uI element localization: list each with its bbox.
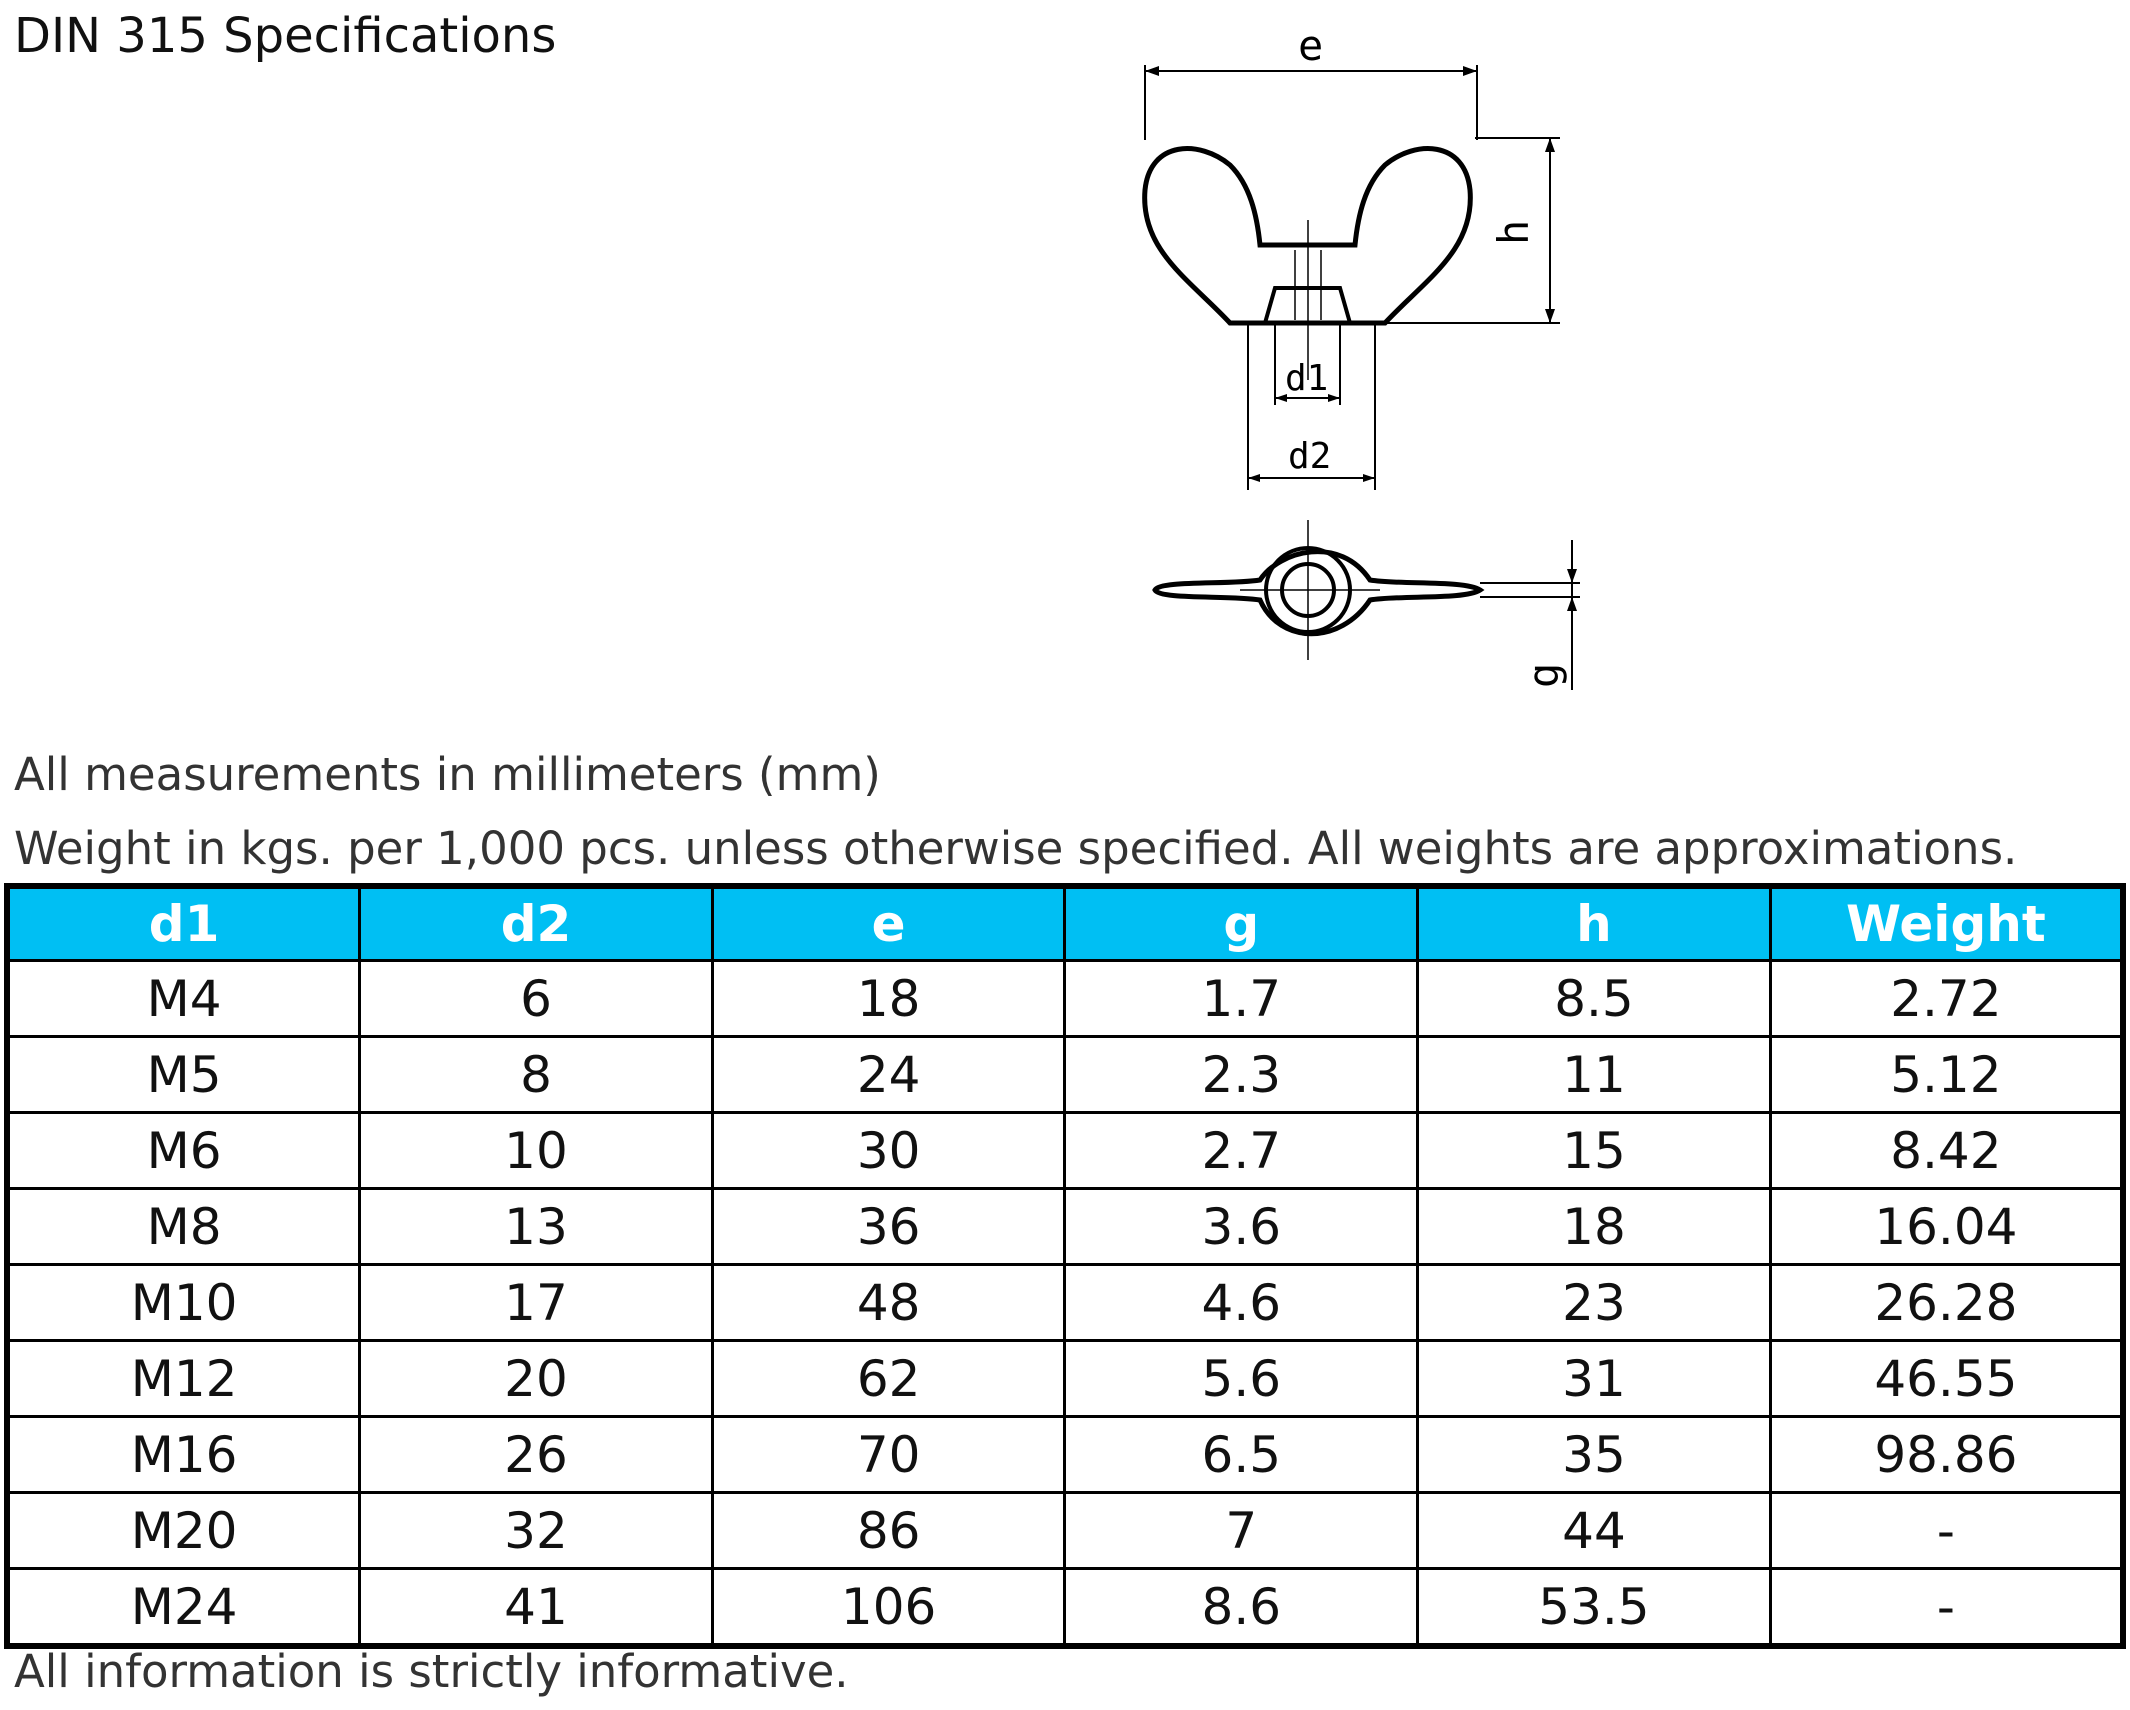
cell: - <box>1770 1493 2123 1569</box>
cell: M10 <box>7 1265 360 1341</box>
cell: 6.5 <box>1065 1417 1418 1493</box>
header-h: h <box>1418 886 1771 961</box>
cell: M4 <box>7 961 360 1037</box>
cell: 2.72 <box>1770 961 2123 1037</box>
label-d2: d2 <box>1288 436 1332 477</box>
cell: 2.3 <box>1065 1037 1418 1113</box>
cell: 18 <box>712 961 1065 1037</box>
cell: 41 <box>360 1569 713 1647</box>
cell: 44 <box>1418 1493 1771 1569</box>
table-row <box>7 961 2123 1037</box>
cell: 23 <box>1418 1265 1771 1341</box>
table-row <box>7 1341 2123 1417</box>
cell: 3.6 <box>1065 1189 1418 1265</box>
cell: 8.42 <box>1770 1113 2123 1189</box>
page-title: DIN 315 Specifications <box>14 8 557 64</box>
cell: 18 <box>1418 1189 1771 1265</box>
label-d1: d1 <box>1285 358 1329 399</box>
cell: 48 <box>712 1265 1065 1341</box>
table-row <box>7 1493 2123 1569</box>
cell: 11 <box>1418 1037 1771 1113</box>
cell: 10 <box>360 1113 713 1189</box>
table-row <box>7 1113 2123 1189</box>
table-row <box>7 1189 2123 1265</box>
cell: M5 <box>7 1037 360 1113</box>
cell: 5.12 <box>1770 1037 2123 1113</box>
cell: 5.6 <box>1065 1341 1418 1417</box>
units-note: All measurements in millimeters (mm) <box>14 748 881 801</box>
cell: 30 <box>712 1113 1065 1189</box>
cell: 26.28 <box>1770 1265 2123 1341</box>
table-row <box>7 1569 2123 1647</box>
label-e: e <box>1298 21 1324 70</box>
header-weight: Weight <box>1770 886 2123 961</box>
cell: 98.86 <box>1770 1417 2123 1493</box>
cell: 53.5 <box>1418 1569 1771 1647</box>
cell: 8 <box>360 1037 713 1113</box>
header-d2: d2 <box>360 886 713 961</box>
cell: 36 <box>712 1189 1065 1265</box>
cell: 46.55 <box>1770 1341 2123 1417</box>
cell: 20 <box>360 1341 713 1417</box>
cell: 32 <box>360 1493 713 1569</box>
table-row <box>7 1417 2123 1493</box>
cell: 62 <box>712 1341 1065 1417</box>
cell: 13 <box>360 1189 713 1265</box>
cell: 6 <box>360 961 713 1037</box>
cell: 24 <box>712 1037 1065 1113</box>
table-row <box>7 1037 2123 1113</box>
wing-nut-drawing <box>1120 20 1620 710</box>
label-h: h <box>1489 219 1538 245</box>
cell: 106 <box>712 1569 1065 1647</box>
cell: M6 <box>7 1113 360 1189</box>
footer-note: All information is strictly informative. <box>14 1645 849 1698</box>
cell: 70 <box>712 1417 1065 1493</box>
cell: 15 <box>1418 1113 1771 1189</box>
cell: M12 <box>7 1341 360 1417</box>
cell: 16.04 <box>1770 1189 2123 1265</box>
cell: 86 <box>712 1493 1065 1569</box>
cell: 2.7 <box>1065 1113 1418 1189</box>
cell: M20 <box>7 1493 360 1569</box>
header-d1: d1 <box>7 886 360 961</box>
cell: 31 <box>1418 1341 1771 1417</box>
cell: 4.6 <box>1065 1265 1418 1341</box>
weight-note: Weight in kgs. per 1,000 pcs. unless otherwise specified. All weights are approximations. <box>14 822 2018 875</box>
header-e: e <box>712 886 1065 961</box>
header-g: g <box>1065 886 1418 961</box>
cell: M24 <box>7 1569 360 1647</box>
cell: M8 <box>7 1189 360 1265</box>
spec-table <box>4 883 2126 1649</box>
cell: 26 <box>360 1417 713 1493</box>
cell: M16 <box>7 1417 360 1493</box>
cell: 8.6 <box>1065 1569 1418 1647</box>
table-header-row <box>7 886 2123 961</box>
cell: 35 <box>1418 1417 1771 1493</box>
cell: 8.5 <box>1418 961 1771 1037</box>
label-g: g <box>1519 662 1568 688</box>
cell: 7 <box>1065 1493 1418 1569</box>
cell: 1.7 <box>1065 961 1418 1037</box>
table-row <box>7 1265 2123 1341</box>
cell: 17 <box>360 1265 713 1341</box>
cell: - <box>1770 1569 2123 1647</box>
